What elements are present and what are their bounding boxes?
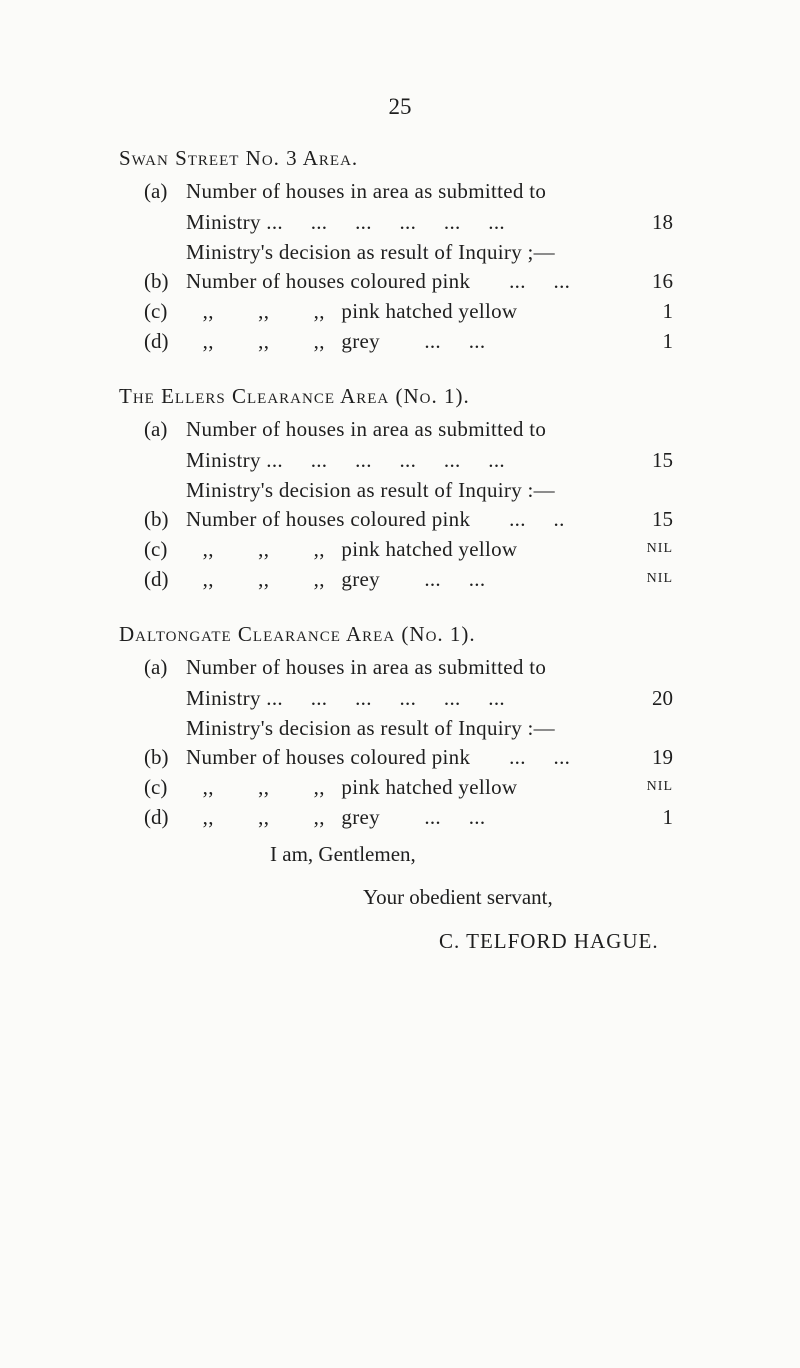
item-label: (c) bbox=[144, 775, 168, 799]
list-item bbox=[0, 683, 800, 713]
list-item bbox=[0, 802, 800, 832]
item-text: Number of houses in area as submitted to bbox=[186, 655, 547, 679]
list-item bbox=[0, 652, 800, 682]
item-text: Ministry ... ... ... ... ... ... bbox=[186, 210, 505, 234]
item-label: (a) bbox=[144, 179, 168, 203]
item-value: 19 bbox=[652, 745, 673, 769]
item-text: Ministry's decision as result of Inquiry :— bbox=[186, 716, 555, 740]
item-text: Ministry's decision as result of Inquiry ;— bbox=[186, 240, 555, 264]
item-label: (b) bbox=[144, 269, 169, 293]
item-text: Number of houses in area as submitted to bbox=[186, 179, 547, 203]
item-text: Number of houses in area as submitted to bbox=[186, 417, 547, 441]
item-value: 15 bbox=[652, 448, 673, 472]
item-value: 15 bbox=[652, 507, 673, 531]
list-item bbox=[0, 326, 800, 356]
item-value: 1 bbox=[662, 329, 673, 353]
item-text: ,, ,, ,, pink hatched yellow bbox=[186, 299, 518, 323]
item-text: Number of houses coloured pink ... .. bbox=[186, 507, 565, 531]
list-item bbox=[0, 772, 800, 802]
list-item bbox=[0, 475, 800, 505]
item-text: ,, ,, ,, grey ... ... bbox=[186, 805, 486, 829]
item-value: 16 bbox=[652, 269, 673, 293]
list-item bbox=[0, 742, 800, 772]
item-text: ,, ,, ,, pink hatched yellow bbox=[186, 537, 518, 561]
list-item bbox=[0, 176, 800, 206]
item-label: (b) bbox=[144, 507, 169, 531]
list-item bbox=[0, 414, 800, 444]
item-text: Ministry ... ... ... ... ... ... bbox=[186, 448, 505, 472]
page-number: 25 bbox=[388, 94, 412, 119]
section-heading: Daltongate Clearance Area (No. 1). bbox=[119, 622, 476, 646]
item-text: ,, ,, ,, grey ... ... bbox=[186, 567, 486, 591]
list-item bbox=[0, 713, 800, 743]
item-value: 1 bbox=[662, 805, 673, 829]
list-item bbox=[0, 504, 800, 534]
item-label: (c) bbox=[144, 299, 168, 323]
list-item bbox=[0, 296, 800, 326]
item-value: NIL bbox=[646, 541, 673, 556]
item-label: (d) bbox=[144, 805, 169, 829]
item-value: 1 bbox=[662, 299, 673, 323]
item-label: (d) bbox=[144, 567, 169, 591]
signature: C. TELFORD HAGUE. bbox=[439, 929, 659, 953]
item-text: ,, ,, ,, pink hatched yellow bbox=[186, 775, 518, 799]
item-value: 18 bbox=[652, 210, 673, 234]
item-text: Ministry ... ... ... ... ... ... bbox=[186, 686, 505, 710]
list-item bbox=[0, 564, 800, 594]
item-label: (a) bbox=[144, 417, 168, 441]
salutation: I am, Gentlemen, bbox=[270, 842, 416, 866]
list-item bbox=[0, 207, 800, 237]
valediction: Your obedient servant, bbox=[363, 885, 553, 909]
item-value: NIL bbox=[646, 779, 673, 794]
item-text: Number of houses coloured pink ... ... bbox=[186, 269, 571, 293]
item-text: ,, ,, ,, grey ... ... bbox=[186, 329, 486, 353]
item-label: (c) bbox=[144, 537, 168, 561]
item-label: (d) bbox=[144, 329, 169, 353]
item-label: (b) bbox=[144, 745, 169, 769]
item-value: 20 bbox=[652, 686, 673, 710]
list-item bbox=[0, 445, 800, 475]
item-text: Number of houses coloured pink ... ... bbox=[186, 745, 571, 769]
item-value: NIL bbox=[646, 571, 673, 586]
section-heading: Swan Street No. 3 Area. bbox=[119, 146, 359, 170]
item-text: Ministry's decision as result of Inquiry :— bbox=[186, 478, 555, 502]
list-item bbox=[0, 266, 800, 296]
item-label: (a) bbox=[144, 655, 168, 679]
list-item bbox=[0, 237, 800, 267]
list-item bbox=[0, 534, 800, 564]
section-heading: The Ellers Clearance Area (No. 1). bbox=[119, 384, 470, 408]
